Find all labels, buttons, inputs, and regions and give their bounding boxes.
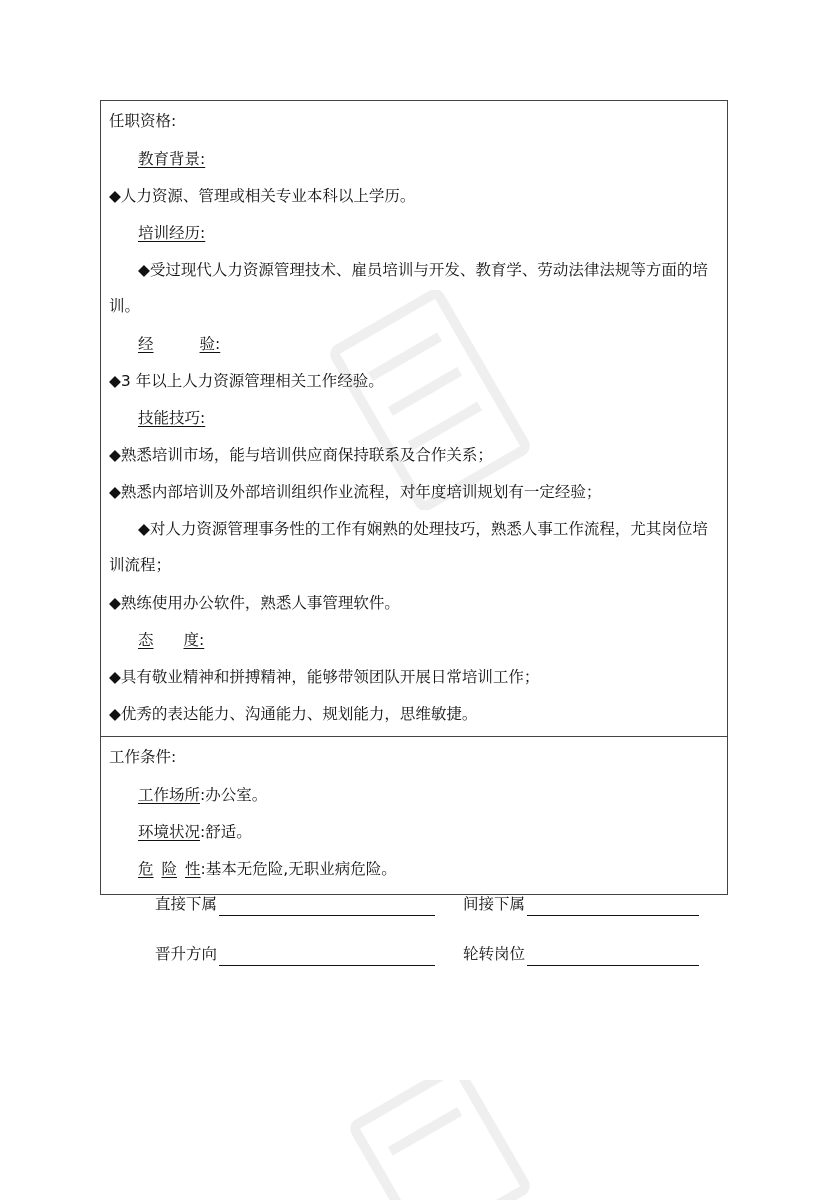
promotion-label: 晋升方向 (155, 945, 218, 963)
conditions-title: 工作条件: (109, 748, 177, 766)
attitude-heading: 态 度: (138, 631, 205, 649)
training-item: ◆受过现代人力资源管理技术、雇员培训与开发、教育学、劳动法律法规等方面的培训。 (109, 261, 708, 315)
education-item: ◆人力资源、管理或相关专业本科以上学历。 (109, 187, 416, 205)
experience-heading: 经 验: (138, 335, 221, 353)
skills-item: ◆熟练使用办公软件，熟悉人事管理软件。 (109, 594, 400, 612)
direct-subordinate-blank[interactable] (219, 895, 435, 916)
conditions-section (101, 736, 727, 894)
attitude-item: ◆优秀的表达能力、沟通能力、规划能力，思维敏捷。 (109, 705, 478, 723)
promotion-blank[interactable] (219, 945, 435, 966)
workplace-row: 工作场所:办公室。 (138, 786, 268, 804)
qualifications-title: 任职资格: (109, 112, 177, 130)
qualifications-section (101, 101, 727, 736)
rotation-blank[interactable] (527, 945, 699, 966)
direct-subordinate-field (155, 892, 435, 916)
job-requirements-table (100, 100, 728, 895)
skills-heading: 技能技巧: (138, 409, 206, 427)
indirect-subordinate-label: 间接下属 (463, 895, 526, 913)
danger-row: 危 险 性:基本无危险,无职业病危险。 (138, 860, 397, 878)
training-heading: 培训经历: (138, 224, 206, 242)
promotion-field (155, 942, 435, 966)
rotation-label: 轮转岗位 (463, 945, 526, 963)
environment-row: 环境状况:舒适。 (138, 823, 252, 841)
attitude-item: ◆具有敬业精神和拼搏精神，能够带领团队开展日常培训工作； (109, 668, 540, 686)
skills-item: ◆对人力资源管理事务性的工作有娴熟的处理技巧，熟悉人事工作流程，尤其岗位培训流程； (109, 520, 708, 574)
indirect-subordinate-blank[interactable] (527, 895, 699, 916)
indirect-subordinate-field (463, 892, 699, 916)
watermark-emblem (330, 1080, 530, 1200)
skills-item: ◆熟悉内部培训及外部培训组织作业流程，对年度培训规划有一定经验； (109, 483, 602, 501)
direct-subordinate-label: 直接下属 (155, 895, 218, 913)
rotation-field (463, 942, 699, 966)
education-heading: 教育背景: (138, 150, 206, 168)
skills-item: ◆熟悉培训市场，能与培训供应商保持联系及合作关系； (109, 446, 493, 464)
experience-item: ◆3 年以上人力资源管理相关工作经验。 (109, 372, 384, 390)
